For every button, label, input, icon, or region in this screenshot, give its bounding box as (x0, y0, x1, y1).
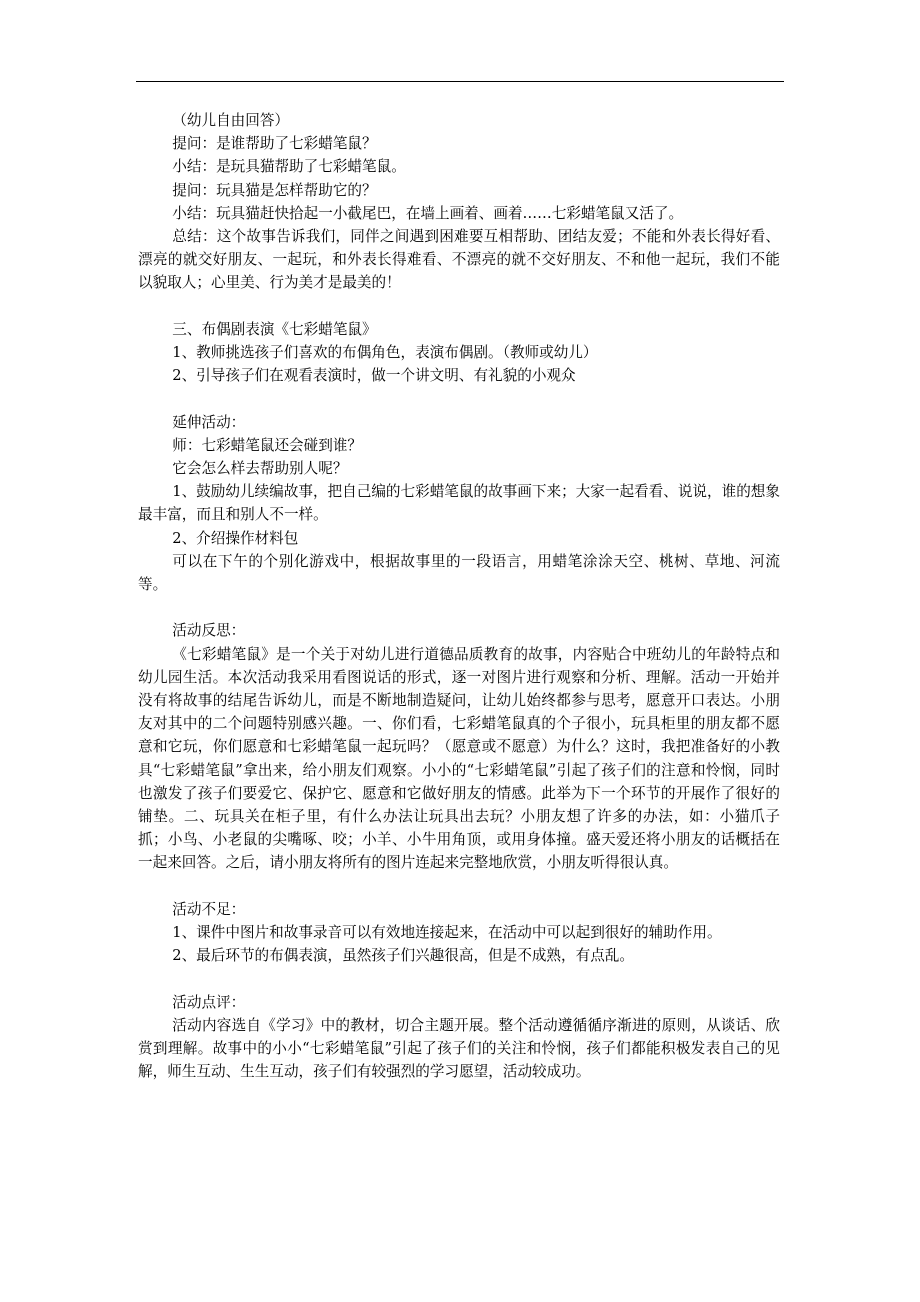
section-spacer (138, 596, 780, 619)
paragraph: 2、介绍操作材料包 (172, 529, 299, 547)
section-spacer (138, 875, 780, 898)
paragraph: 2、最后环节的布偶表演，虽然孩子们兴趣很高，但是不成熟，有点乱。 (172, 947, 634, 965)
paragraph: 1、课件中图片和故事录音可以有效地连接起来，在活动中可以起到很好的辅助作用。 (172, 924, 722, 942)
section-spacer (138, 967, 780, 990)
section-spacer (138, 387, 780, 410)
paragraph: 延伸活动： (172, 413, 246, 431)
paragraph: 2、引导孩子们在观看表演时，做一个讲文明、有礼貌的小观众 (172, 367, 576, 385)
paragraph: 1、鼓励幼儿续编故事，把自己编的七彩蜡笔鼠的故事画下来；大家一起看看、说说，谁的想象最丰富，而且和别人不一样。 (138, 483, 780, 524)
paragraph: 活动反思： (172, 622, 246, 640)
header-rule (136, 81, 784, 82)
paragraph: 活动不足： (172, 900, 246, 918)
paragraph: 总结：这个故事告诉我们，同伴之间遇到困难要互相帮助、团结友爱；不能和外表长得好看、漂亮的就交好朋友、一起玩，和外表长得难看、不漂亮的就不交好朋友、不和他一起玩，我们不能以貌取人；心里美、行为美才是最美的！ (138, 228, 780, 292)
paragraph: 活动内容选自《学习》中的教材，切合主题开展。整个活动遵循循序渐进的原则，从谈话、欣赏到理解。故事中的小小“七彩蜡笔鼠”引起了孩子们的关注和怜悯，孩子们都能积极发表自己的见解，师生互动、生生互动，孩子们有较强烈的学习愿望，活动较成功。 (138, 1016, 780, 1081)
paragraph: 它会怎么样去帮助别人呢？ (172, 460, 348, 478)
paragraph: 可以在下午的个别化游戏中，根据故事里的一段语言，用蜡笔涂涂天空、桃树、草地、河流等。 (138, 552, 780, 594)
paragraph: 1、教师挑选孩子们喜欢的布偶角色，表演布偶剧。（教师或幼儿） (172, 344, 598, 362)
paragraph: 三、布偶剧表演《七彩蜡笔鼠》 (172, 320, 377, 338)
document-body (138, 109, 780, 1083)
paragraph: （幼儿自由回答） (172, 112, 290, 129)
paragraph: 《七彩蜡笔鼠》是一个关于对幼儿进行道德品质教育的故事，内容贴合中班幼儿的年龄特点和幼儿园生活。本次活动我采用看图说话的形式，逐一对图片进行观察和分析、理解。活动一开始并没有将故事的结尾告诉幼儿，而是不断地制造疑问，让幼儿始终都参与思考，愿意开口表达。小朋友对其中的二个问题特别感兴趣。一、你们看，七彩蜡笔鼠真的个子很小，玩具柜里的朋友都不愿意和它玩，你们愿意和七彩蜡笔鼠一起玩吗？（愿意或不愿意）为什么？这时，我把准备好的小教具“七彩蜡笔鼠”拿出来，给小朋友们观察。小小的“七彩蜡笔鼠”引起了孩子们的注意和怜悯，同时也激发了孩子们要爱它、保护它、愿意和它做好朋友的情感。此举为下一个环节的开展作了很好的铺垫。二、玩具关在柜子里，有什么办法让玩具出去玩？小朋友想了许多的办法，如：小猫爪子抓；小鸟、小老鼠的尖嘴啄、咬；小羊、小牛用角顶，或用身体撞。盛天爱还将小朋友的话概括在一起来回答。之后，请小朋友将所有的图片连起来完整地欣赏，小朋友听得很认真。 (138, 645, 780, 872)
paragraph: 提问：是谁帮助了七彩蜡笔鼠？ (172, 135, 377, 153)
paragraph: 活动点评： (172, 993, 246, 1011)
section-spacer (138, 295, 780, 318)
paragraph: 小结：是玩具猫帮助了七彩蜡笔鼠。 (172, 158, 406, 176)
paragraph: 小结：玩具猫赶快拾起一小截尾巴，在墙上画着、画着……七彩蜡笔鼠又活了。 (172, 204, 684, 222)
paragraph: 师：七彩蜡笔鼠还会碰到谁？ (172, 436, 363, 454)
paragraph: 提问：玩具猫是怎样帮助它的？ (172, 181, 377, 199)
